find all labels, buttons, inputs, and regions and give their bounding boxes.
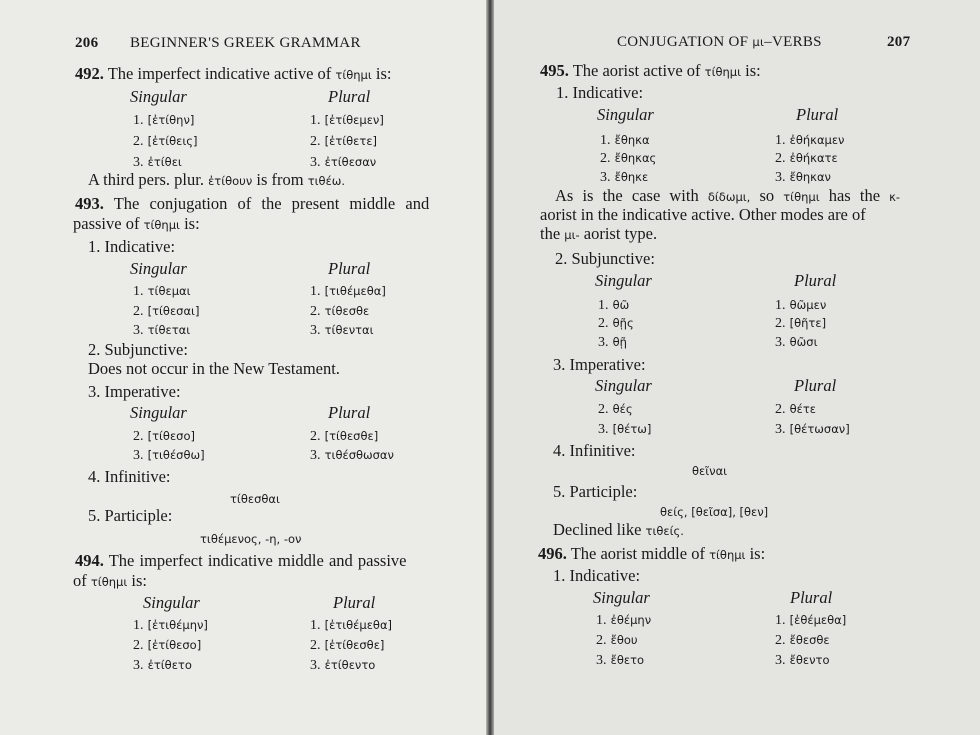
text: 1. [775, 613, 786, 628]
text: 1. [775, 298, 786, 313]
paradigm-entry [775, 167, 831, 187]
text: 3. [133, 323, 144, 338]
paradigm-entry [310, 301, 369, 321]
running-head [617, 33, 822, 51]
paradigm-entry [133, 320, 190, 340]
paradigm-entry [310, 152, 376, 172]
paradigm-entry [133, 152, 182, 172]
participle-label: 5. Participle: [553, 482, 638, 501]
text: 3. [598, 422, 609, 437]
paradigm-entry [310, 110, 384, 130]
greek-text: ἐθήκατε [789, 151, 838, 165]
text: 2. [598, 402, 609, 417]
paradigm-entry [600, 130, 650, 150]
text: 2. [133, 304, 144, 319]
greek-text: θές [612, 402, 633, 416]
greek-text: τιθέσθωσαν [324, 448, 394, 462]
indicative-label: 1. Indicative: [556, 83, 644, 102]
paragraph-line: aorist in the indicative active. Other modes are of [540, 205, 866, 224]
text: the [540, 224, 561, 243]
greek-text: [θέτω] [612, 422, 652, 436]
greek-text: [ἐτίθετε] [324, 134, 378, 148]
plural-label: Plural [790, 588, 833, 607]
infinitive-form: θεῖναι [692, 464, 728, 478]
text: 3. [598, 335, 609, 350]
text: The aorist middle of [570, 544, 705, 563]
plural-label: Plural [333, 593, 376, 612]
text: The imperfect indicative middle and passive [108, 551, 407, 570]
greek-text: ἐθήκαμεν [789, 133, 845, 147]
greek-text: [ἐτίθεσθε] [324, 638, 385, 652]
greek-text: θῇς [612, 316, 634, 330]
plural-label: Plural [794, 376, 837, 395]
text: is: [131, 571, 147, 590]
text: 1. [133, 113, 144, 128]
paradigm-entry [133, 301, 199, 321]
greek-text: ἔθηκαν [789, 170, 831, 184]
paradigm-entry [775, 313, 826, 333]
text: 3. [310, 658, 321, 673]
text: 495. [540, 61, 569, 80]
greek-text: τίθεσθε [324, 304, 370, 318]
text: 3. [133, 448, 144, 463]
paradigm-entry [600, 167, 648, 187]
paragraph-line [540, 225, 657, 244]
greek-text: τίθημι [335, 68, 372, 82]
greek-text: [θέτωσαν] [789, 422, 850, 436]
greek-text: τίθημι [709, 548, 746, 562]
text: 1. [133, 618, 144, 633]
text: 3. [775, 653, 786, 668]
plural-label: Plural [796, 105, 839, 124]
greek-text: [θῆτε] [789, 316, 827, 330]
paradigm-entry [310, 131, 377, 151]
greek-text: [τίθεσο] [147, 429, 195, 443]
paradigm-entry [775, 399, 816, 419]
paradigm-entry [73, 572, 147, 591]
singular-label: Singular [595, 271, 652, 290]
paradigm-entry [310, 281, 386, 301]
imperative-label: 3. Imperative: [553, 355, 646, 374]
text: 1. [310, 284, 321, 299]
paradigm-entry [775, 295, 826, 315]
text: is from [256, 170, 304, 189]
text: 2. [310, 304, 321, 319]
paradigm-entry [775, 650, 829, 670]
greek-text: θῶ [612, 298, 630, 312]
page-number: 206 [75, 35, 99, 51]
text: As is the case with [555, 186, 699, 205]
text: A third pers. plur. [88, 170, 204, 189]
text: 1. [310, 618, 321, 633]
paradigm-entry [310, 320, 374, 340]
text: 1. [133, 284, 144, 299]
greek-text: ἔθεντο [789, 653, 830, 667]
greek-text: [τίθεσθε] [324, 429, 379, 443]
greek-text: τίθημι [704, 65, 742, 79]
text: 1. [600, 133, 611, 148]
section-493-heading [75, 195, 429, 213]
infinitive-label: 4. Infinitive: [88, 467, 171, 486]
singular-label: Singular [597, 105, 654, 124]
paradigm-entry [598, 295, 629, 315]
paradigm-entry [133, 281, 190, 301]
text: 1. [598, 298, 609, 313]
greek-text: θῶμεν [789, 298, 827, 312]
text: is: [184, 214, 200, 233]
greek-text: [ἐτίθεσο] [147, 638, 202, 652]
greek-text: ἔθετο [610, 653, 645, 667]
infinitive-form: τίθεσθαι [230, 492, 280, 506]
paradigm-entry [775, 419, 850, 439]
greek-text: τίθημι [783, 190, 820, 204]
section-494-heading [75, 552, 406, 570]
text: 2. [775, 402, 786, 417]
greek-text: δίδωμι, [707, 190, 751, 204]
greek-text: ἐτίθεσαν [324, 155, 377, 169]
greek-text: ἔθεσθε [789, 633, 830, 647]
greek-text: τίθημι [143, 218, 180, 232]
text: so [759, 186, 775, 205]
subjunctive-label: 2. Subjunctive: [555, 249, 655, 268]
text: 2. [133, 638, 144, 653]
text: is: [375, 64, 392, 83]
greek-text: τίθημι [90, 575, 128, 589]
paradigm-entry [310, 615, 392, 635]
text: The imperfect indicative active of [107, 64, 332, 83]
greek-text: τίθεμαι [147, 284, 191, 298]
text: aorist type. [583, 224, 658, 243]
paradigm-entry [133, 426, 195, 446]
text: is: [745, 61, 761, 80]
text: 2. [310, 638, 321, 653]
text: 3. [310, 155, 321, 170]
text: 2. [775, 151, 786, 166]
paradigm-entry [598, 313, 634, 333]
greek-text: [ἐτιθέμεθα] [324, 618, 393, 632]
paradigm-entry [133, 615, 208, 635]
text: 3. [133, 155, 144, 170]
paradigm-entry [310, 445, 394, 465]
text: 1. [596, 613, 607, 628]
greek-text: τιθέω. [307, 174, 346, 188]
section-495-heading [540, 62, 761, 81]
greek-text: [ἐτιθέμην] [147, 618, 208, 632]
subjunctive-note: Does not occur in the New Testament. [88, 359, 340, 378]
text: 2. [775, 316, 786, 331]
paradigm-entry [600, 148, 656, 168]
singular-label: Singular [130, 259, 187, 278]
paradigm-entry [775, 610, 846, 630]
greek-text: ἐτίθει [147, 155, 182, 169]
paragraph-line [555, 187, 900, 206]
greek-text: [τιθέμεθα] [324, 284, 386, 298]
paradigm-entry [775, 630, 830, 650]
text: 2. [310, 429, 321, 444]
text: 2. [600, 151, 611, 166]
greek-text: θῇ [612, 335, 627, 349]
paradigm-entry [310, 426, 378, 446]
paradigm-entry [73, 215, 200, 234]
plural-label: Plural [328, 403, 371, 422]
paradigm-entry [598, 419, 651, 439]
text: Declined like [553, 520, 642, 539]
greek-text: ἔθου [610, 633, 638, 647]
text: 3. [310, 448, 321, 463]
greek-text: ἐτίθουν [208, 174, 253, 188]
text: 3. [600, 170, 611, 185]
participle-form: τιθέμενος, -η, -ον [200, 532, 302, 546]
greek-text: θέτε [789, 402, 817, 416]
text: 3. [775, 422, 786, 437]
paradigm-entry [133, 131, 198, 151]
text: 496. [538, 544, 567, 563]
greek-text: μι [752, 35, 765, 49]
plural-label: Plural [328, 259, 371, 278]
text: of [73, 571, 87, 590]
greek-text: [τίθεσαι] [147, 304, 200, 318]
text: 2. [775, 633, 786, 648]
greek-text: ἔθηκα [614, 133, 650, 147]
participle-form: θείς, [θεῖσα], [θεν] [660, 505, 769, 519]
text: 2. [133, 429, 144, 444]
paradigm-entry [775, 332, 817, 352]
text: 492. [75, 64, 104, 83]
paradigm-entry [133, 445, 205, 465]
text: 493. [75, 194, 104, 213]
text: passive of [73, 214, 140, 233]
singular-label: Singular [143, 593, 200, 612]
indicative-label: 1. Indicative: [553, 566, 641, 585]
paradigm-entry [133, 635, 201, 655]
text: 2. [133, 134, 144, 149]
left-page-206 [0, 0, 487, 735]
text: 2. [598, 316, 609, 331]
plural-label: Plural [794, 271, 837, 290]
greek-text: ἔθηκε [614, 170, 649, 184]
text: 1. [775, 133, 786, 148]
infinitive-label: 4. Infinitive: [553, 441, 636, 460]
singular-label: Singular [130, 87, 187, 106]
greek-text: ἐτίθετο [147, 658, 192, 672]
participle-label: 5. Participle: [88, 506, 173, 525]
greek-text: [τιθέσθω] [147, 448, 205, 462]
indicative-label: 1. Indicative: [88, 237, 176, 256]
text: 2. [310, 134, 321, 149]
text: 2. [596, 633, 607, 648]
greek-text: τίθεται [147, 323, 191, 337]
paradigm-entry [133, 655, 192, 675]
paradigm-entry [133, 110, 194, 130]
text: is: [749, 544, 766, 563]
text: 494. [75, 551, 104, 570]
singular-label: Singular [593, 588, 650, 607]
text: has the [828, 186, 881, 205]
paradigm-entry [596, 630, 638, 650]
note-third-plural [88, 171, 345, 190]
page-number: 207 [887, 34, 911, 50]
greek-text: μι- [564, 228, 580, 242]
text: –VERBS [764, 34, 822, 50]
text: 3. [775, 335, 786, 350]
text: CONJUGATION OF [617, 34, 749, 50]
greek-text: ἐθέμην [610, 613, 652, 627]
greek-text: [ἐτίθεις] [147, 134, 198, 148]
text: 3. [596, 653, 607, 668]
paradigm-entry [596, 610, 651, 630]
text: The aorist active of [572, 61, 701, 80]
singular-label: Singular [595, 376, 652, 395]
running-head: BEGINNER'S GREEK GRAMMAR [130, 35, 361, 51]
greek-text: τιθείς. [645, 524, 684, 538]
greek-text: ἐτίθεντο [324, 658, 376, 672]
text: 3. [775, 170, 786, 185]
subjunctive-label: 2. Subjunctive: [88, 340, 188, 359]
text: 1. [310, 113, 321, 128]
singular-label: Singular [130, 403, 187, 422]
section-492-heading [75, 65, 391, 84]
section-496-heading [538, 545, 765, 564]
greek-text: [ἐτίθην] [147, 113, 195, 127]
greek-text: [ἐτίθεμεν] [324, 113, 384, 127]
paradigm-entry [775, 148, 838, 168]
text: The conjugation of the present middle and [113, 194, 430, 213]
imperative-label: 3. Imperative: [88, 382, 181, 401]
greek-text: κ- [889, 190, 901, 204]
text: 3. [133, 658, 144, 673]
text: 3. [310, 323, 321, 338]
greek-text: θῶσι [789, 335, 818, 349]
paradigm-entry [310, 635, 384, 655]
paradigm-entry [310, 655, 375, 675]
paradigm-entry [598, 332, 627, 352]
paradigm-entry [596, 650, 644, 670]
plural-label: Plural [328, 87, 371, 106]
paradigm-entry [598, 399, 633, 419]
greek-text: τίθενται [324, 323, 374, 337]
greek-text: ἔθηκας [614, 151, 657, 165]
greek-text: [ἐθέμεθα] [789, 613, 847, 627]
declined-note [553, 521, 684, 540]
right-page-207 [494, 0, 980, 735]
